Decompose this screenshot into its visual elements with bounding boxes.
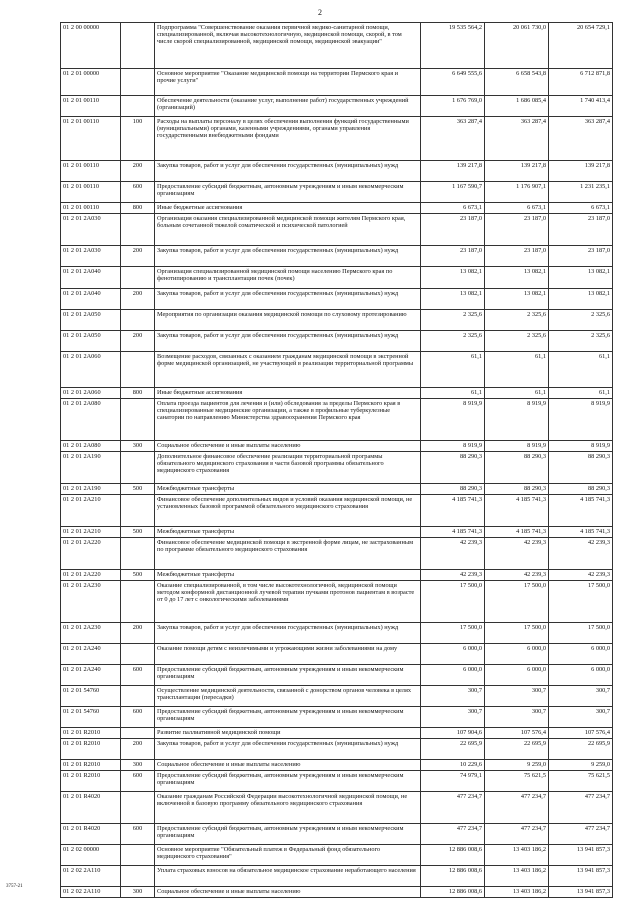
table-row [61, 581, 613, 623]
row-value-year-2: 8 919,9 [485, 399, 549, 441]
row-code: 01 2 01 2А080 [61, 399, 121, 441]
row-expense-type: 200 [121, 161, 155, 182]
row-code: 01 2 01 R4020 [61, 824, 121, 845]
row-expense-type [121, 96, 155, 117]
row-value-year-1: 12 886 008,6 [421, 887, 485, 898]
row-name: Закупка товаров, работ и услуг для обеспечения государственных (муниципальных) нужд [155, 246, 421, 267]
row-name: Закупка товаров, работ и услуг для обеспечения государственных (муниципальных) нужд [155, 289, 421, 310]
table-row [61, 570, 613, 581]
row-code: 01 2 02 2А110 [61, 887, 121, 898]
row-value-year-3: 17 500,0 [549, 581, 613, 623]
row-value-year-1: 6 000,0 [421, 665, 485, 686]
row-expense-type: 600 [121, 182, 155, 203]
row-name: Социальное обеспечение и иные выплаты населению [155, 760, 421, 771]
row-value-year-2: 4 185 741,3 [485, 495, 549, 527]
row-name: Оказание помощи детям с неизлечимыми и угрожающими жизни заболеваниями на дому [155, 644, 421, 665]
row-code: 01 2 01 R2010 [61, 771, 121, 792]
table-row [61, 538, 613, 570]
table-row [61, 665, 613, 686]
row-value-year-1: 88 290,3 [421, 452, 485, 484]
row-code: 01 2 01 2А040 [61, 289, 121, 310]
table-row [61, 23, 613, 69]
row-code: 01 2 01 2А240 [61, 665, 121, 686]
row-value-year-3: 6 673,1 [549, 203, 613, 214]
row-name: Закупка товаров, работ и услуг для обеспечения государственных (муниципальных) нужд [155, 331, 421, 352]
row-expense-type [121, 866, 155, 887]
row-name: Возмещение расходов, связанных с оказанием гражданам медицинской помощи в экстренной форме медицинской организацией, не участвующей в реализации территориальной программы [155, 352, 421, 388]
row-value-year-3: 1 740 413,4 [549, 96, 613, 117]
row-value-year-1: 12 886 008,6 [421, 866, 485, 887]
table-row [61, 267, 613, 289]
row-name: Оказание специализированной, в том числе высокотехнологичной, медицинской помощи методом конформной дистанционной лучевой терапии пучками протонов пациентам в возрасте от 0 до 17 лет с онкологическими заболеваниями [155, 581, 421, 623]
table-row [61, 214, 613, 246]
row-name: Закупка товаров, работ и услуг для обеспечения государственных (муниципальных) нужд [155, 739, 421, 760]
table-row [61, 845, 613, 866]
table-row [61, 289, 613, 310]
table-row [61, 495, 613, 527]
row-value-year-1: 22 695,9 [421, 739, 485, 760]
row-value-year-3: 23 187,0 [549, 214, 613, 246]
row-name: Предоставление субсидий бюджетным, автономным учреждениям и иным некоммерческим организациям [155, 824, 421, 845]
page-number: 2 [318, 8, 322, 17]
row-value-year-1: 477 234,7 [421, 824, 485, 845]
row-code: 01 2 01 2А080 [61, 441, 121, 452]
row-value-year-3: 107 576,4 [549, 728, 613, 739]
row-value-year-2: 88 290,3 [485, 452, 549, 484]
row-name: Межбюджетные трансферты [155, 484, 421, 495]
row-value-year-2: 23 187,0 [485, 214, 549, 246]
row-code: 01 2 01 2А220 [61, 538, 121, 570]
row-value-year-1: 23 187,0 [421, 214, 485, 246]
table-row [61, 310, 613, 331]
row-value-year-2: 20 061 730,0 [485, 23, 549, 69]
row-name: Уплата страховых взносов на обязательное медицинское страхование неработающего населения [155, 866, 421, 887]
row-value-year-1: 6 000,0 [421, 644, 485, 665]
row-value-year-1: 2 325,6 [421, 310, 485, 331]
row-value-year-1: 88 290,3 [421, 484, 485, 495]
row-value-year-2: 6 000,0 [485, 644, 549, 665]
row-name: Основное мероприятие "Обязательный платеж в Федеральный фонд обязательного медицинского страхования" [155, 845, 421, 866]
row-code: 01 2 01 2А230 [61, 581, 121, 623]
row-name: Развитие паллиативной медицинской помощи [155, 728, 421, 739]
row-expense-type [121, 686, 155, 707]
row-value-year-1: 4 185 741,3 [421, 527, 485, 538]
row-value-year-3: 13 082,1 [549, 267, 613, 289]
row-code: 01 2 01 00110 [61, 117, 121, 161]
row-value-year-2: 42 239,3 [485, 570, 549, 581]
row-value-year-2: 1 686 085,4 [485, 96, 549, 117]
row-value-year-1: 6 649 555,6 [421, 69, 485, 96]
row-expense-type [121, 495, 155, 527]
row-expense-type [121, 23, 155, 69]
row-value-year-1: 6 673,1 [421, 203, 485, 214]
row-code: 01 2 01 2А210 [61, 495, 121, 527]
row-expense-type: 300 [121, 887, 155, 898]
table-row [61, 739, 613, 760]
row-code: 01 2 01 54760 [61, 686, 121, 707]
row-name: Социальное обеспечение и иные выплаты населению [155, 887, 421, 898]
table-row [61, 644, 613, 665]
footer-code: 3757-21 [6, 884, 23, 889]
row-expense-type [121, 267, 155, 289]
budget-table-body [61, 23, 613, 898]
table-row [61, 866, 613, 887]
row-value-year-3: 6 000,0 [549, 665, 613, 686]
row-code: 01 2 01 2А210 [61, 527, 121, 538]
table-row [61, 686, 613, 707]
row-value-year-2: 2 325,6 [485, 331, 549, 352]
row-expense-type [121, 452, 155, 484]
row-value-year-2: 2 325,6 [485, 310, 549, 331]
row-expense-type: 600 [121, 771, 155, 792]
row-expense-type: 300 [121, 441, 155, 452]
row-expense-type [121, 399, 155, 441]
table-row [61, 707, 613, 728]
row-value-year-2: 477 234,7 [485, 792, 549, 824]
row-name: Межбюджетные трансферты [155, 527, 421, 538]
row-value-year-3: 300,7 [549, 707, 613, 728]
row-name: Обеспечение деятельности (оказание услуг, выполнение работ) государственных учреждений (организаций) [155, 96, 421, 117]
row-name: Расходы на выплаты персоналу в целях обеспечения выполнения функций государственными (муниципальными) органами, казенными учреждениями, органами управления государственными внебюджетными фондами [155, 117, 421, 161]
row-code: 01 2 01 2А220 [61, 570, 121, 581]
row-name: Подпрограмма "Совершенствование оказания первичной медико-санитарной помощи, специализированной, включая высокотехнологичную, медицинской помощи, скорой, в том числе скорой специализированной, медицинской помощи, медицинской эвакуации" [155, 23, 421, 69]
row-code: 01 2 01 00000 [61, 69, 121, 96]
row-expense-type [121, 352, 155, 388]
row-value-year-2: 17 500,0 [485, 581, 549, 623]
row-code: 01 2 01 00110 [61, 161, 121, 182]
row-name: Организация специализированной медицинской помощи населению Пермского края по фенотипированию и трансплантации почек (почек) [155, 267, 421, 289]
row-value-year-3: 9 259,0 [549, 760, 613, 771]
row-name: Предоставление субсидий бюджетным, автономным учреждениям и иным некоммерческим организациям [155, 182, 421, 203]
row-value-year-2: 13 403 186,2 [485, 887, 549, 898]
row-value-year-1: 2 325,6 [421, 331, 485, 352]
table-row [61, 69, 613, 96]
row-value-year-1: 61,1 [421, 388, 485, 399]
row-name: Предоставление субсидий бюджетным, автономным учреждениям и иным некоммерческим организациям [155, 665, 421, 686]
row-name: Осуществление медицинской деятельности, связанной с донорством органов человека в целях трансплантации (пересадки) [155, 686, 421, 707]
row-value-year-3: 2 325,6 [549, 310, 613, 331]
row-value-year-2: 88 290,3 [485, 484, 549, 495]
row-expense-type: 200 [121, 331, 155, 352]
row-value-year-3: 42 239,3 [549, 538, 613, 570]
row-name: Финансовое обеспечение медицинской помощи в экстренной форме лицам, не застрахованным по программе обязательного медицинского страхования [155, 538, 421, 570]
row-value-year-3: 23 187,0 [549, 246, 613, 267]
row-value-year-2: 6 000,0 [485, 665, 549, 686]
row-value-year-2: 61,1 [485, 388, 549, 399]
row-name: Основное мероприятие "Оказание медицинской помощи на территории Пермского края и прочие услуги" [155, 69, 421, 96]
row-name: Межбюджетные трансферты [155, 570, 421, 581]
row-code: 01 2 01 2А030 [61, 246, 121, 267]
row-value-year-1: 1 676 769,0 [421, 96, 485, 117]
row-value-year-1: 12 886 008,6 [421, 845, 485, 866]
row-value-year-3: 13 082,1 [549, 289, 613, 310]
table-row [61, 388, 613, 399]
table-row [61, 161, 613, 182]
row-value-year-3: 61,1 [549, 352, 613, 388]
row-expense-type [121, 792, 155, 824]
row-name: Оплата проезда пациентов для лечения и (или) обследования за пределы Пермского края в специализированные медицинские организации, а также в профильные туберкулезные санатории по направлению Министерства здравоохранения Пермского края [155, 399, 421, 441]
row-expense-type: 500 [121, 484, 155, 495]
row-value-year-1: 8 919,9 [421, 441, 485, 452]
row-value-year-3: 17 500,0 [549, 623, 613, 644]
row-value-year-3: 88 290,3 [549, 484, 613, 495]
row-name: Иные бюджетные ассигнования [155, 203, 421, 214]
row-value-year-2: 1 176 907,1 [485, 182, 549, 203]
row-value-year-1: 13 082,1 [421, 289, 485, 310]
row-value-year-3: 13 941 857,3 [549, 845, 613, 866]
table-row [61, 452, 613, 484]
row-name: Закупка товаров, работ и услуг для обеспечения государственных (муниципальных) нужд [155, 161, 421, 182]
row-value-year-1: 17 500,0 [421, 581, 485, 623]
row-code: 01 2 01 2А190 [61, 484, 121, 495]
row-code: 01 2 01 54760 [61, 707, 121, 728]
row-name: Дополнительное финансовое обеспечение реализации территориальной программы обязательного медицинского страхования в части базовой программы обязательного медицинского страхования [155, 452, 421, 484]
row-code: 01 2 01 00110 [61, 182, 121, 203]
row-value-year-1: 300,7 [421, 707, 485, 728]
row-code: 01 2 01 2А060 [61, 388, 121, 399]
row-code: 01 2 00 00000 [61, 23, 121, 69]
row-code: 01 2 01 2А050 [61, 331, 121, 352]
row-value-year-2: 42 239,3 [485, 538, 549, 570]
row-value-year-2: 4 185 741,3 [485, 527, 549, 538]
table-row [61, 887, 613, 898]
row-value-year-2: 13 403 186,2 [485, 866, 549, 887]
row-value-year-3: 6 000,0 [549, 644, 613, 665]
row-value-year-2: 6 673,1 [485, 203, 549, 214]
row-value-year-1: 74 979,1 [421, 771, 485, 792]
table-row [61, 182, 613, 203]
table-row [61, 771, 613, 792]
row-value-year-2: 363 287,4 [485, 117, 549, 161]
row-value-year-2: 477 234,7 [485, 824, 549, 845]
row-value-year-3: 1 231 235,1 [549, 182, 613, 203]
table-row [61, 331, 613, 352]
row-expense-type [121, 845, 155, 866]
row-value-year-2: 9 259,0 [485, 760, 549, 771]
row-value-year-3: 13 941 857,3 [549, 887, 613, 898]
row-expense-type [121, 644, 155, 665]
row-value-year-1: 23 187,0 [421, 246, 485, 267]
table-row [61, 246, 613, 267]
row-code: 01 2 01 R2010 [61, 728, 121, 739]
row-expense-type: 100 [121, 117, 155, 161]
table-row [61, 117, 613, 161]
row-code: 01 2 01 2А060 [61, 352, 121, 388]
row-value-year-3: 6 712 871,8 [549, 69, 613, 96]
row-value-year-3: 2 325,6 [549, 331, 613, 352]
row-expense-type: 800 [121, 203, 155, 214]
row-name: Организация оказания специализированной медицинской помощи жителям Пермского края, больным сочетанной тяжелой соматической и психической патологией [155, 214, 421, 246]
row-code: 01 2 02 2А110 [61, 866, 121, 887]
row-value-year-2: 17 500,0 [485, 623, 549, 644]
row-code: 01 2 01 R4020 [61, 792, 121, 824]
row-value-year-3: 88 290,3 [549, 452, 613, 484]
row-expense-type [121, 310, 155, 331]
row-value-year-2: 23 187,0 [485, 246, 549, 267]
row-name: Финансовое обеспечение дополнительных видов и условий оказания медицинской помощи, не установленных базовой программой обязательного медицинского страхования [155, 495, 421, 527]
row-value-year-1: 4 185 741,3 [421, 495, 485, 527]
row-expense-type: 500 [121, 570, 155, 581]
row-value-year-3: 42 239,3 [549, 570, 613, 581]
row-code: 01 2 01 00110 [61, 203, 121, 214]
row-value-year-2: 13 082,1 [485, 267, 549, 289]
row-code: 01 2 01 R2010 [61, 760, 121, 771]
row-value-year-1: 363 287,4 [421, 117, 485, 161]
row-name: Предоставление субсидий бюджетным, автономным учреждениям и иным некоммерческим организациям [155, 771, 421, 792]
row-expense-type: 600 [121, 824, 155, 845]
row-expense-type [121, 728, 155, 739]
row-code: 01 2 01 2А190 [61, 452, 121, 484]
row-value-year-1: 300,7 [421, 686, 485, 707]
row-code: 01 2 01 2А240 [61, 644, 121, 665]
row-value-year-1: 107 904,6 [421, 728, 485, 739]
row-name: Закупка товаров, работ и услуг для обеспечения государственных (муниципальных) нужд [155, 623, 421, 644]
row-value-year-2: 13 403 186,2 [485, 845, 549, 866]
row-value-year-1: 19 535 564,2 [421, 23, 485, 69]
budget-table [60, 22, 613, 898]
row-code: 01 2 02 00000 [61, 845, 121, 866]
table-row [61, 96, 613, 117]
row-value-year-3: 363 287,4 [549, 117, 613, 161]
row-value-year-2: 75 621,5 [485, 771, 549, 792]
row-value-year-2: 300,7 [485, 707, 549, 728]
row-value-year-2: 107 576,4 [485, 728, 549, 739]
table-row [61, 203, 613, 214]
table-row [61, 792, 613, 824]
row-value-year-2: 61,1 [485, 352, 549, 388]
row-value-year-1: 42 239,3 [421, 538, 485, 570]
row-name: Предоставление субсидий бюджетным, автономным учреждениям и иным некоммерческим организациям [155, 707, 421, 728]
row-value-year-3: 477 234,7 [549, 792, 613, 824]
row-value-year-3: 20 654 729,1 [549, 23, 613, 69]
row-code: 01 2 01 2А030 [61, 214, 121, 246]
table-row [61, 527, 613, 538]
row-expense-type: 600 [121, 707, 155, 728]
row-value-year-3: 22 695,9 [549, 739, 613, 760]
row-code: 01 2 01 2А050 [61, 310, 121, 331]
row-value-year-3: 300,7 [549, 686, 613, 707]
row-value-year-1: 17 500,0 [421, 623, 485, 644]
row-value-year-1: 10 229,6 [421, 760, 485, 771]
row-name: Социальное обеспечение и иные выплаты населению [155, 441, 421, 452]
row-value-year-1: 61,1 [421, 352, 485, 388]
row-expense-type [121, 581, 155, 623]
row-value-year-2: 300,7 [485, 686, 549, 707]
table-row [61, 824, 613, 845]
row-value-year-1: 1 167 590,7 [421, 182, 485, 203]
row-code: 01 2 01 R2010 [61, 739, 121, 760]
row-value-year-3: 75 621,5 [549, 771, 613, 792]
row-expense-type: 800 [121, 388, 155, 399]
row-value-year-3: 13 941 857,3 [549, 866, 613, 887]
table-row [61, 441, 613, 452]
table-row [61, 623, 613, 644]
table-row [61, 399, 613, 441]
row-value-year-3: 4 185 741,3 [549, 527, 613, 538]
row-value-year-1: 477 234,7 [421, 792, 485, 824]
row-expense-type: 500 [121, 527, 155, 538]
table-row [61, 728, 613, 739]
row-expense-type [121, 538, 155, 570]
row-value-year-2: 139 217,8 [485, 161, 549, 182]
row-code: 01 2 01 00110 [61, 96, 121, 117]
row-value-year-1: 8 919,9 [421, 399, 485, 441]
table-row [61, 484, 613, 495]
row-expense-type: 200 [121, 623, 155, 644]
row-value-year-2: 13 082,1 [485, 289, 549, 310]
row-value-year-2: 6 658 543,8 [485, 69, 549, 96]
row-value-year-3: 139 217,8 [549, 161, 613, 182]
row-value-year-1: 139 217,8 [421, 161, 485, 182]
row-value-year-3: 477 234,7 [549, 824, 613, 845]
row-value-year-3: 8 919,9 [549, 399, 613, 441]
row-value-year-2: 8 919,9 [485, 441, 549, 452]
row-name: Мероприятия по организации оказания медицинской помощи по слуховому протезированию [155, 310, 421, 331]
row-name: Оказание гражданам Российской Федерации высокотехнологичной медицинской помощи, не включенной в базовую программу обязательного медицинского страхования [155, 792, 421, 824]
row-value-year-3: 61,1 [549, 388, 613, 399]
row-expense-type: 600 [121, 665, 155, 686]
row-expense-type [121, 214, 155, 246]
row-expense-type: 200 [121, 739, 155, 760]
row-value-year-1: 42 239,3 [421, 570, 485, 581]
table-row [61, 352, 613, 388]
table-row [61, 760, 613, 771]
row-expense-type: 300 [121, 760, 155, 771]
row-code: 01 2 01 2А040 [61, 267, 121, 289]
row-code: 01 2 01 2А230 [61, 623, 121, 644]
row-expense-type [121, 69, 155, 96]
row-value-year-1: 13 082,1 [421, 267, 485, 289]
row-name: Иные бюджетные ассигнования [155, 388, 421, 399]
row-expense-type: 200 [121, 246, 155, 267]
row-value-year-3: 4 185 741,3 [549, 495, 613, 527]
row-value-year-3: 8 919,9 [549, 441, 613, 452]
row-expense-type: 200 [121, 289, 155, 310]
row-value-year-2: 22 695,9 [485, 739, 549, 760]
